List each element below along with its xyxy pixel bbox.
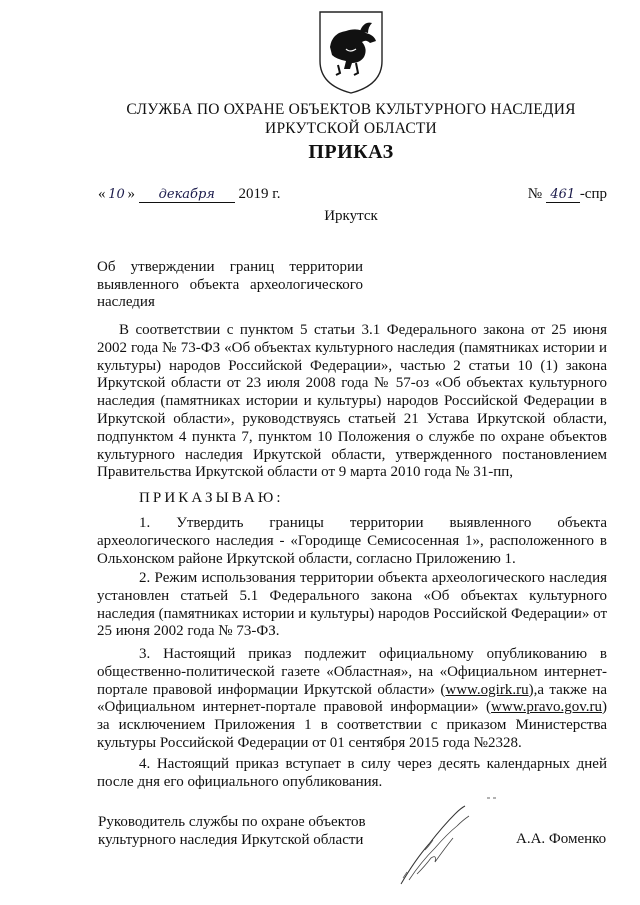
- coat-of-arms-emblem: [316, 9, 386, 95]
- document-type-title: ПРИКАЗ: [308, 141, 394, 163]
- position-line-2: культурного наследия Иркутской области: [98, 832, 364, 848]
- order-item-2: 2. Режим использования территории объекта археологического наследия установлен статьей 5.1 Федерального закона «Об объектах культурного наследия (памятниках истории и культуры) народов Российской Федерации» от 25 июня 2002 года № 73-ФЗ.: [97, 570, 607, 640]
- order-subject: Об утверждении границ территории выявленного объекта археологического наследия: [97, 259, 363, 310]
- number-suffix: -спр: [579, 186, 607, 202]
- order-item-4: 4. Настоящий приказ вступает в силу через десять календарных дней после дня его официального опубликования.: [97, 756, 607, 790]
- signatory-name: А.А. Фоменко: [516, 831, 607, 847]
- date-year: 2019 г.: [238, 186, 281, 202]
- order-item-1: 1. Утвердить границы территории выявленного объекта археологического наследия - «Городище Семисосенная 1», расположенного в Ольхонском районе Иркутской области, согласно Приложению 1.: [97, 515, 607, 567]
- number-handwritten: 461: [546, 187, 580, 203]
- agency-name: [95, 100, 607, 138]
- ink-mark: [486, 796, 498, 800]
- order-date: [98, 186, 280, 203]
- date-close-quote: »: [127, 186, 135, 202]
- city: Иркутск: [324, 208, 378, 224]
- signatory-position: [98, 813, 366, 849]
- date-open-quote: «: [98, 186, 106, 202]
- preamble-paragraph: В соответствии с пунктом 5 статьи 3.1 Федерального закона от 25 июня 2002 года № 73-ФЗ «Об объектах культурного наследия (памятниках истории и культуры) народов Российской Федерации», частью 2 статьи 10 (1) закона Иркутской области от 23 июля 2008 года № 57-оз «Об объектах культурного наследия (памятниках истории и культуры) народов Российской Федерации в Иркутской области», руководствуясь статьей 21 Устава Иркутской области, подпунктом 4 пункта 7, пунктом 10 Положения о службе по охране объектов культурного наследия Иркутской области, утвержденного постановлением Правительства Иркутской области от 9 марта 2010 года № 31-пп,: [97, 322, 607, 481]
- link-ogirk[interactable]: www.ogirk.ru: [445, 681, 529, 698]
- item-3-text-a: 3. Настоящий приказ подлежит официальному опубликованию в общественно-политической газете «Областная», на «Официальном интернет-портале правовой информации Иркутской области» (: [97, 646, 607, 698]
- agency-line-1: СЛУЖБА ПО ОХРАНЕ ОБЪЕКТОВ КУЛЬТУРНОГО НАСЛЕДИЯ: [126, 101, 576, 118]
- link-pravo[interactable]: www.pravo.gov.ru: [491, 699, 602, 716]
- decree-word: ПРИКАЗЫВАЮ:: [139, 490, 284, 506]
- item-3-text-b: ),а также на «Официальном интернет-портале правовой информации» (: [97, 681, 607, 716]
- number-prefix: №: [527, 186, 543, 202]
- date-month-handwritten: декабря: [139, 187, 235, 203]
- date-day-handwritten: 10: [108, 187, 125, 202]
- item-3-text-c: ) за исключением Приложения 1 в соответствии с приказом Министерства культуры Российской Федерации от 01 сентября 2015 года №2328.: [97, 699, 607, 751]
- position-line-1: Руководитель службы по охране объектов: [98, 814, 366, 830]
- order-number: [528, 186, 607, 203]
- order-item-3: [97, 646, 607, 753]
- agency-line-2: ИРКУТСКОЙ ОБЛАСТИ: [265, 120, 437, 137]
- handwritten-signature: [395, 800, 485, 890]
